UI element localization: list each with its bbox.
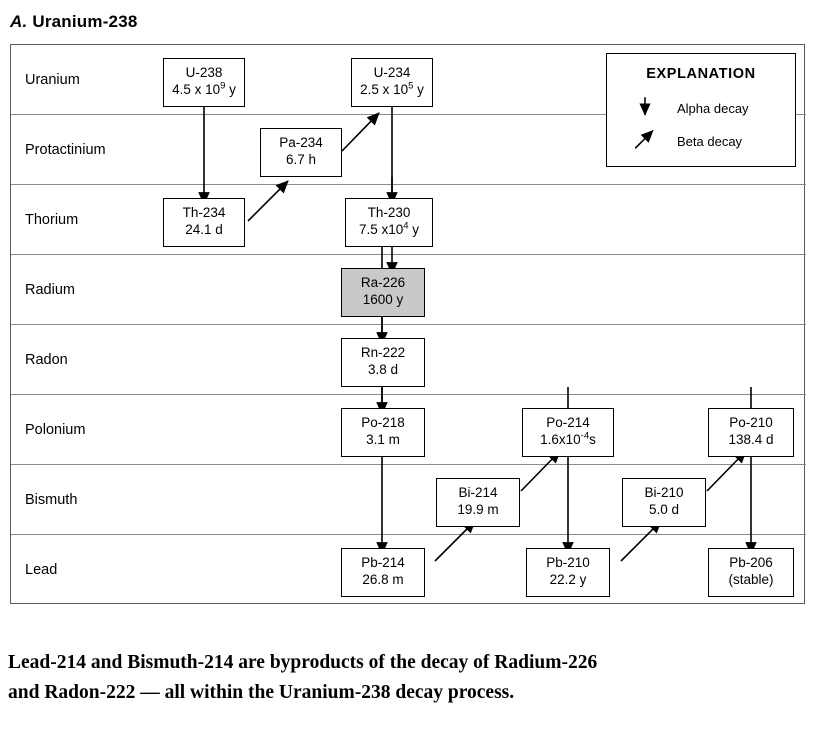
row-label-radon: Radon: [25, 352, 68, 368]
nuclide-half-life: 24.1 d: [185, 221, 223, 237]
nuclide-name: Po-218: [361, 415, 405, 430]
nuclide-box-ra226[interactable]: [341, 268, 425, 317]
explanation-title: EXPLANATION: [646, 66, 756, 82]
row-label-lead: Lead: [25, 562, 58, 578]
nuclide-half-life: 7.5 $x10^4$ y: [358, 220, 420, 237]
nuclide-box-po210[interactable]: [708, 408, 794, 457]
nuclide-half-life: 6.7 h: [285, 151, 317, 167]
explanation-legend: [606, 53, 796, 167]
nuclide-name: Pa-234: [279, 135, 323, 150]
figure-title-text: Uranium-238: [32, 12, 138, 31]
nuclide-half-life: 1600 y: [362, 291, 404, 307]
figure-letter: A.: [10, 12, 28, 31]
nuclide-half-life: 19.9 m: [457, 501, 499, 517]
nuclide-half-life: (stable): [728, 571, 774, 587]
nuclide-name: U-234: [373, 65, 411, 80]
nuclide-half-life: 2.5 x $10^5$ y: [360, 80, 424, 97]
row-label-thorium: Thorium: [25, 212, 79, 228]
nuclide-box-bi214[interactable]: [436, 478, 520, 527]
row-label-radium: Radium: [25, 282, 75, 298]
nuclide-name: Th-230: [367, 205, 411, 220]
nuclide-name: Ra-226: [360, 275, 406, 290]
nuclide-box-pb206[interactable]: [708, 548, 794, 597]
nuclide-box-rn222[interactable]: [341, 338, 425, 387]
caption-line-2: and Radon-222 — all within the Uranium-238 decay process.: [8, 682, 515, 704]
nuclide-half-life: 4.5 x $10^9$ y: [172, 80, 236, 97]
nuclide-half-life: 3.8 d: [367, 361, 399, 377]
nuclide-box-pb210[interactable]: [526, 548, 610, 597]
nuclide-name: Th-234: [182, 205, 226, 220]
caption-line-1: Lead-214 and Bismuth-214 are byproducts of the decay of Radium-226: [8, 652, 598, 673]
nuclide-name: U-238: [185, 65, 223, 80]
nuclide-name: Po-210: [729, 415, 773, 430]
nuclide-name: Po-214: [546, 415, 590, 430]
row-label-polonium: Polonium: [25, 422, 86, 438]
nuclide-half-life: 22.2 y: [549, 571, 587, 587]
nuclide-half-life: 3.1 m: [366, 431, 400, 447]
nuclide-name: Pb-214: [361, 555, 405, 570]
nuclide-half-life: 5.0 d: [648, 501, 680, 517]
nuclide-box-th234[interactable]: [163, 198, 245, 247]
nuclide-name: Pb-206: [729, 555, 773, 570]
nuclide-box-pa234[interactable]: [260, 128, 342, 177]
nuclide-half-life: 26.8 m: [362, 571, 404, 587]
figure-caption: [8, 648, 808, 708]
nuclide-half-life: 138.4 d: [728, 431, 774, 447]
legend-label-beta: Beta decay: [677, 134, 743, 149]
nuclide-box-th230[interactable]: [345, 198, 433, 247]
nuclide-box-u234[interactable]: [351, 58, 433, 107]
nuclide-name: Bi-214: [458, 485, 498, 500]
nuclide-half-life: $1.6x10^{-4}s$: [540, 430, 596, 447]
nuclide-name: Rn-222: [360, 345, 406, 360]
diagonal-arrow-icon: [635, 131, 653, 149]
row-label-uranium: Uranium: [25, 72, 80, 88]
nuclide-box-po218[interactable]: [341, 408, 425, 457]
nuclide-name: Pb-210: [546, 555, 590, 570]
nuclide-name: Bi-210: [644, 485, 684, 500]
legend-label-alpha: Alpha decay: [677, 101, 749, 116]
nuclide-box-po214[interactable]: [522, 408, 614, 457]
row-label-protactinium: Protactinium: [25, 142, 106, 158]
page-title: [10, 12, 138, 32]
decay-chain-chart: [10, 44, 805, 604]
nuclide-box-pb214[interactable]: [341, 548, 425, 597]
nuclide-box-u238[interactable]: [163, 58, 245, 107]
nuclide-box-bi210[interactable]: [622, 478, 706, 527]
row-label-bismuth: Bismuth: [25, 492, 78, 508]
